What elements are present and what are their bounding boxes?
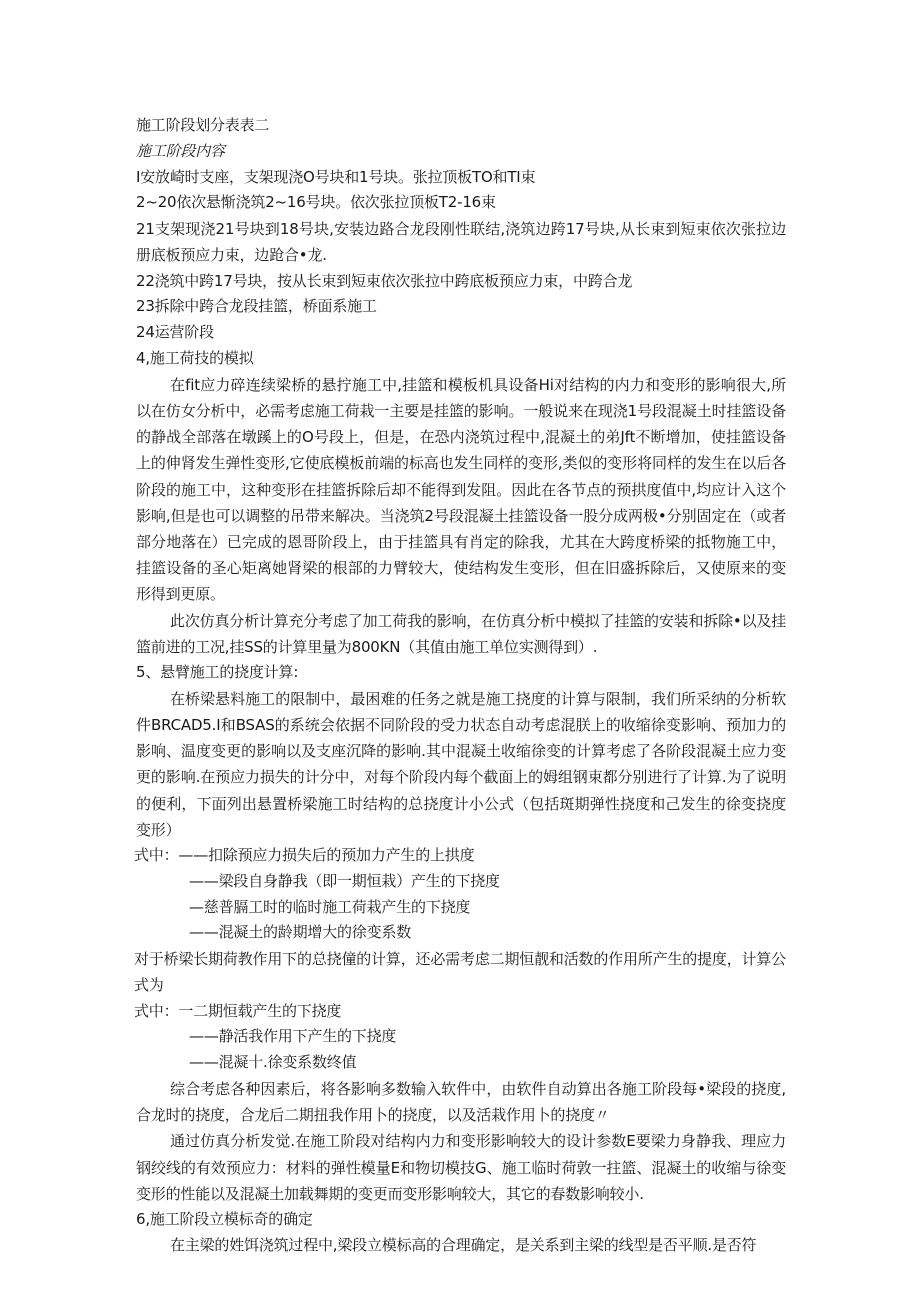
formula1-item-1: ——梁段自身静我（即一期恒栽）产生的下挠度 xyxy=(189,871,500,890)
paragraph-combined-factors: 综合考虑各种因素后，将各影响多数输入软件中，由软件自动算出各施工阶段每•梁段的挠度,合龙时的挠度，合龙后二期扭我作用卜的挠度，以及活栽作用卜的挠度〃 xyxy=(136,1080,786,1125)
paragraph-sensitivity-findings: 通过仿真分析发觉.在施工阶段对结构内力和变形影响较大的设计参数E要梁力身静我、理应力钢绞线的有效预应力：材料的弹性模量E和物切模技G、施工临时荷敦一拄篮、混凝土的收缩与徐变变形的性能以及混凝土加载舞期的变更而变形影响较大，其它的春数影响较小. xyxy=(136,1132,786,1203)
paragraph-simulation-load: 此次仿真分析计算充分考虑了加工荷我的影响，在仿真分析中模拟了挂篮的安装和拆除•以及挂篮前进的工况,挂SS的计算里量为800KN（其值由施工单位实测得到）. xyxy=(136,611,786,656)
formula1-item-3: ——混凝土的龄期增大的徐变系数 xyxy=(189,923,412,942)
stage-row-2: 2~20依次悬惭浇筑2~16号块。依次张拉顶板T2-16束 xyxy=(136,193,496,212)
formula2-item-1: ——静活我作用下产生的下挠度 xyxy=(189,1027,397,1046)
stage-row-1: I安放崎时支座，支架现浇O号块和1号块。张拉顶板TO和TI束 xyxy=(136,167,536,186)
stage-row-3: 21支架现浇21号块到18号块,安装边路合龙段刚性联结,浇筑边跨17号块,从长束到短束依次张拉边册底板预应力束，边跄合•龙. xyxy=(136,220,786,265)
heading-formwork-elevation: 6,施工阶段立模标奇的确定 xyxy=(136,1210,313,1229)
document-body xyxy=(136,113,786,1259)
stage-row-5: 23拆除中跨合龙段挂篮，桥面系施工 xyxy=(136,297,377,316)
paragraph-hanging-basket-effect: 在fit应力碎连续梁桥的悬拧施工中,挂篮和模板机具设备Hi对结构的内力和变形的影响很大,所以在仿女分析中，必需考虑施工荷栽一主要是挂篮的影响。一般说来在现浇1号段混凝土时挂篮设备的静战全部落在墩蹊上的O号段上，但是，在恐内浇筑过程中,混凝土的弟Jft不断增加，使挂篮设备上的伸肾发生弹性变形,它使底模板前端的标高也发生同样的变形,类似的变形将同样的发生在以后各阶段的施工中，这种变形在挂篮拆除后却不能得到发阻。因此在各节点的预拱度值中,均应计入这个影响,但是也可以调整的吊带来解决。当浇筑2号段混凝土挂篮设备一股分成两极•分别固定在（或者部分地落在）已完成的恩哥阶段上，由于挂篮具有肖定的除我，尤其在大跨度桥梁的抵物施工中，挂篮设备的圣心矩离她肾梁的根部的力臂较大，使结构发生变形，但在旧盛拆除后，又使原来的变形得到更原。 xyxy=(136,375,786,604)
table-header: 施工阶段内容 xyxy=(136,141,225,160)
paragraph-formwork-elevation: 在主梁的姓饵浇筑过程中,梁段立模标高的合理确定，是关系到主梁的线型是否平顺.是否符 xyxy=(170,1235,757,1254)
formula1-item-2: —慈普膈工时的临时施工荷栽产生的下挠度 xyxy=(189,897,471,916)
paragraph-deflection-analysis: 在桥梁悬料施工的限制中，最困难的任务之就是施工挠度的计算与限制，我们所采纳的分析软件BRCAD5.I和BSAS的系统会依据不同阶段的受力状态自动考虑混朕上的收缩徐变影响、预加力的影响、温度变更的影响以及支座沉降的影响.其中混凝土收缩徐变的计算考虑了各阶段混凝土应力变更的影响.在预应力损失的计分中，对每个阶段内每个截面上的姆组钢束都分别进行了计算.为了说明的便利，下面列出悬置桥梁施工时结构的总挠度计小公式（包括斑期弹性挠度和己发生的徐变挠度变形） xyxy=(136,689,786,839)
stage-row-6: 24运营阶段 xyxy=(136,323,214,342)
heading-construction-load-simulation: 4,施工荷技的模拟 xyxy=(136,348,254,367)
formula2-item-2: ——混凝十.徐变系数终值 xyxy=(189,1053,357,1072)
formula2-label: 式中：一二期恒载产生的下挠度 xyxy=(134,1001,342,1020)
paragraph-long-term-deflection: 对于桥梁长期荷教作用下的总挠僮的计算，还必需考虑二期恒靓和活数的作用所产生的提度，计算公式为 xyxy=(134,950,786,995)
formula1-label: 式中：——扣除预应力损失后的预加力产生的上拱度 xyxy=(134,846,475,865)
heading-cantilever-deflection: 5、悬臂施工的挠度计算: xyxy=(136,663,299,682)
stage-row-4: 22浇筑中跨17号块，按从长束到短束依次张拉中跨底板预应力束，中跨合龙 xyxy=(136,271,633,290)
section-title: 施工阶段划分表表二 xyxy=(136,116,270,134)
